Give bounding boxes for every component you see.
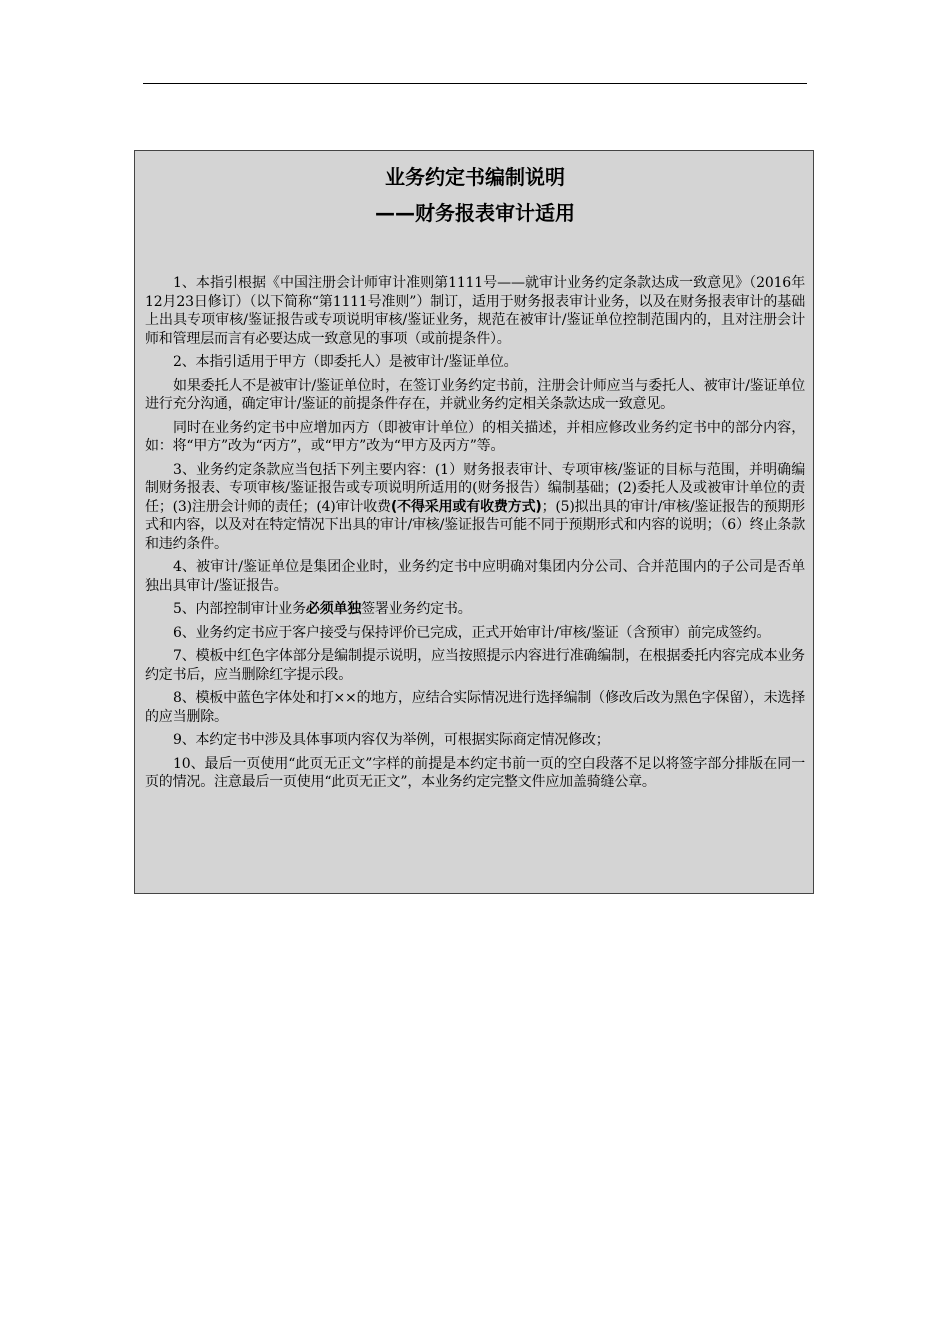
instruction-paragraph bbox=[145, 755, 805, 792]
paragraph-text: 2、本指引适用于甲方（即委托人）是被审计/鉴证单位。 bbox=[173, 354, 518, 370]
paragraph-text: 1、本指引根据《中国注册会计师审计准则第1111号——就审计业务约定条款达成一致意见》（2016年12月23日修订）（以下简称“第1111号准则”）制订，适用于财务报表审计业务，以及在财务报表审计的基础上出具专项审核/鉴证报告或专项说明审核/鉴证业务，规范在被审计/鉴证单位控制范围内的，且对注册会计师和管理层而言有必要达成一致意见的事项（或前提条件）。 bbox=[145, 275, 805, 347]
header-rule bbox=[143, 83, 807, 84]
instruction-paragraph bbox=[145, 274, 805, 348]
paragraph-text: 7、模板中红色字体部分是编制提示说明，应当按照提示内容进行准确编制，在根据委托内容完成本业务约定书后，应当删除红字提示段。 bbox=[145, 648, 805, 683]
instruction-paragraph bbox=[145, 419, 805, 456]
instruction-paragraph bbox=[145, 461, 805, 554]
document-subtitle: ——财务报表审计适用 bbox=[375, 201, 575, 225]
paragraph-text: 8、模板中蓝色字体处和打××的地方，应结合实际情况进行选择编制（修改后改为黑色字保留），未选择的应当删除。 bbox=[145, 690, 805, 725]
emphasis-text: (不得采用或有收费方式) bbox=[390, 498, 542, 515]
instruction-paragraph bbox=[145, 558, 805, 595]
paragraph-text: 签署业务约定书。 bbox=[361, 601, 472, 617]
document-title: 业务约定书编制说明 bbox=[385, 165, 565, 189]
paragraph-text: 如果委托人不是被审计/鉴证单位时，在签订业务约定书前，注册会计师应当与委托人、被审计/鉴证单位进行充分沟通，确定审计/鉴证的前提条件存在，并就业务约定相关条款达成一致意见。 bbox=[145, 377, 805, 412]
instruction-paragraph bbox=[145, 377, 805, 414]
paragraph-text: 3、业务约定条款应当包括下列主要内容：(1）财务报表审计、专项审核/鉴证的目标与范围，并明确编制财务报表、专项审核/鉴证报告或专项说明所适用的(财务报告）编制基础；(2)委托人及或被审计单位的责任；(3)注册会计师的责任；(4)审计收费 bbox=[145, 461, 805, 515]
paragraph-text: 同时在业务约定书中应增加丙方（即被审计单位）的相关描述，并相应修改业务约定书中的部分内容，如：将“甲方”改为“丙方”，或“甲方”改为“甲方及丙方”等。 bbox=[145, 419, 805, 454]
paragraph-text: 5、内部控制审计业务 bbox=[173, 601, 306, 617]
paragraph-text: 10、最后一页使用“此页无正文”字样的前提是本约定书前一页的空白段落不足以将签字部分排版在同一页的情况。注意最后一页使用“此页无正文”，本业务约定完整文件应加盖骑缝公章。 bbox=[145, 755, 805, 790]
instruction-list bbox=[145, 274, 805, 792]
paragraph-text: 9、本约定书中涉及具体事项内容仅为举例，可根据实际商定情况修改； bbox=[173, 732, 610, 748]
instruction-paragraph bbox=[145, 647, 805, 684]
paragraph-text: 4、被审计/鉴证单位是集团企业时，业务约定书中应明确对集团内分公司、合并范围内的子公司是否单独出具审计/鉴证报告。 bbox=[145, 559, 805, 594]
instruction-paragraph bbox=[145, 731, 805, 750]
paragraph-text: ；(5)拟出具的审计/审核/鉴证报告的预期形式和内容，以及对在特定情况下出具的审计/审核/鉴证报告可能不同于预期形式和内容的说明；（6）终止条款和违约条件。 bbox=[145, 498, 805, 552]
paragraph-text: 6、业务约定书应于客户接受与保持评价已完成，正式开始审计/审核/鉴证（含预审）前完成签约。 bbox=[173, 624, 771, 641]
instruction-paragraph bbox=[145, 600, 805, 619]
emphasis-text: 必须单独 bbox=[305, 601, 362, 617]
instruction-paragraph bbox=[145, 624, 805, 643]
instruction-box bbox=[134, 150, 814, 894]
instruction-paragraph bbox=[145, 689, 805, 726]
instruction-paragraph bbox=[145, 353, 805, 372]
